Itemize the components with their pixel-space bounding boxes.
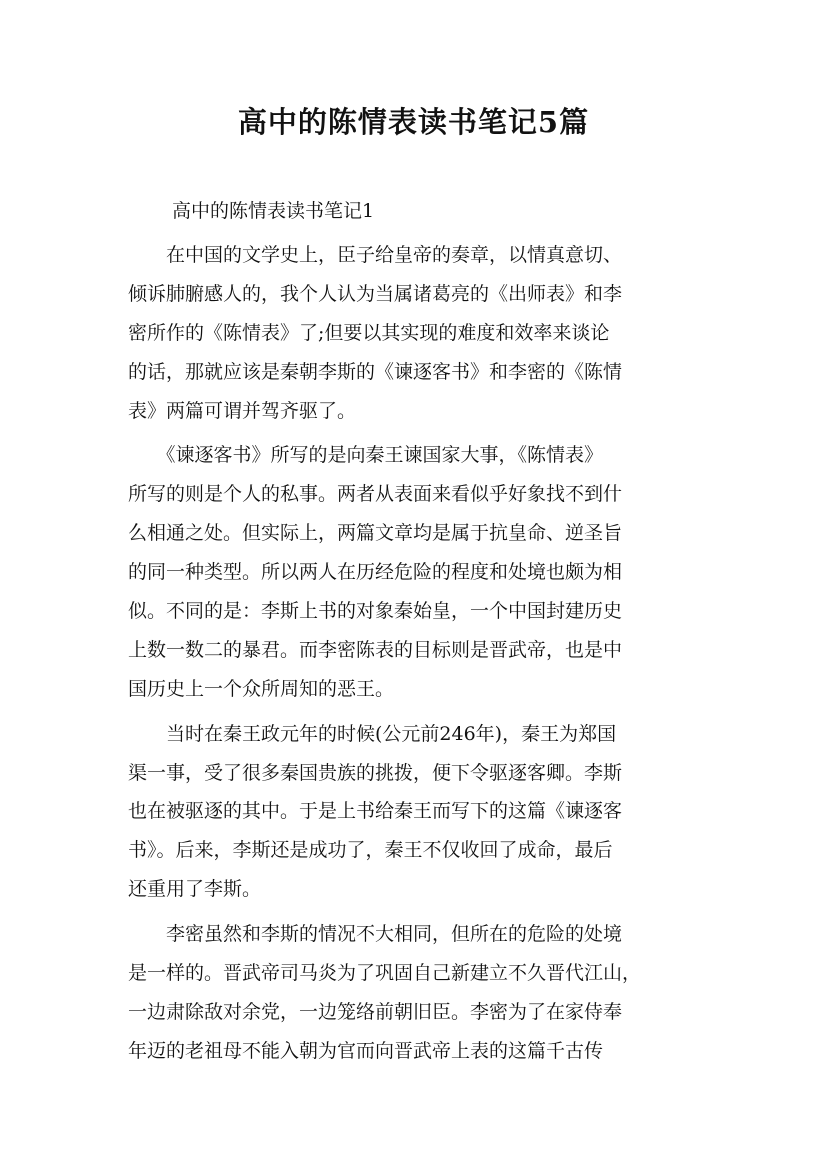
body-line: 表》两篇可谓并驾齐驱了。 xyxy=(128,399,357,422)
body-line: 渠一事，受了很多秦国贵族的挑拨，便下令驱逐客卿。李斯 xyxy=(128,761,623,784)
body-line: 似。不同的是：李斯上书的对象秦始皇，一个中国封建历史 xyxy=(128,600,623,623)
body-line: 还重用了李斯。 xyxy=(128,878,262,901)
body-line: 密所作的《陈情表》了;但要以其实现的难度和效率来谈论 xyxy=(128,321,610,344)
body-line: 一边肃除敌对余党，一边笼络前朝旧臣。李密为了在家侍奉 xyxy=(128,1000,623,1023)
body-line: 所写的则是个人的私事。两者从表面来看似乎好象找不到什 xyxy=(128,483,623,506)
body-line: 当时在秦王政元年的时候(公元前246年)，秦王为郑国 xyxy=(128,722,617,745)
body-line: 书》。后来，李斯还是成功了，秦王不仅收回了成命，最后 xyxy=(128,839,613,862)
body-line: 年迈的老祖母不能入朝为官而向晋武帝上表的这篇千古传 xyxy=(128,1039,604,1062)
body-line: 也在被驱逐的其中。于是上书给秦王而写下的这篇《谏逐客 xyxy=(128,800,623,823)
section-heading: 高中的陈情表读书笔记1 xyxy=(172,200,375,222)
body-line: 倾诉肺腑感人的，我个人认为当属诸葛亮的《出师表》和李 xyxy=(128,282,623,305)
body-line: 的同一种类型。所以两人在历经危险的程度和处境也颇为相 xyxy=(128,561,623,584)
body-line: 上数一数二的暴君。而李密陈表的目标则是晋武帝，也是中 xyxy=(128,638,623,661)
document-body xyxy=(128,236,708,1071)
body-line: 在中国的文学史上，臣子给皇帝的奏章，以情真意切、 xyxy=(128,244,623,266)
body-line: 李密虽然和李斯的情况不大相同，但所在的危险的处境 xyxy=(128,923,623,946)
document-title: 高中的陈情表读书笔记5篇 xyxy=(237,105,590,139)
body-line: 《谏逐客书》所写的是向秦王谏国家大事，《陈情表》 xyxy=(128,444,604,467)
body-line: 么相通之处。但实际上，两篇文章均是属于抗皇命、逆圣旨 xyxy=(128,522,623,545)
body-line: 国历史上一个众所周知的恶王。 xyxy=(128,677,395,700)
body-line: 是一样的。晋武帝司马炎为了巩固自己新建立不久晋代江山， xyxy=(128,962,642,985)
body-line: 的话，那就应该是秦朝李斯的《谏逐客书》和李密的《陈情 xyxy=(128,360,623,383)
